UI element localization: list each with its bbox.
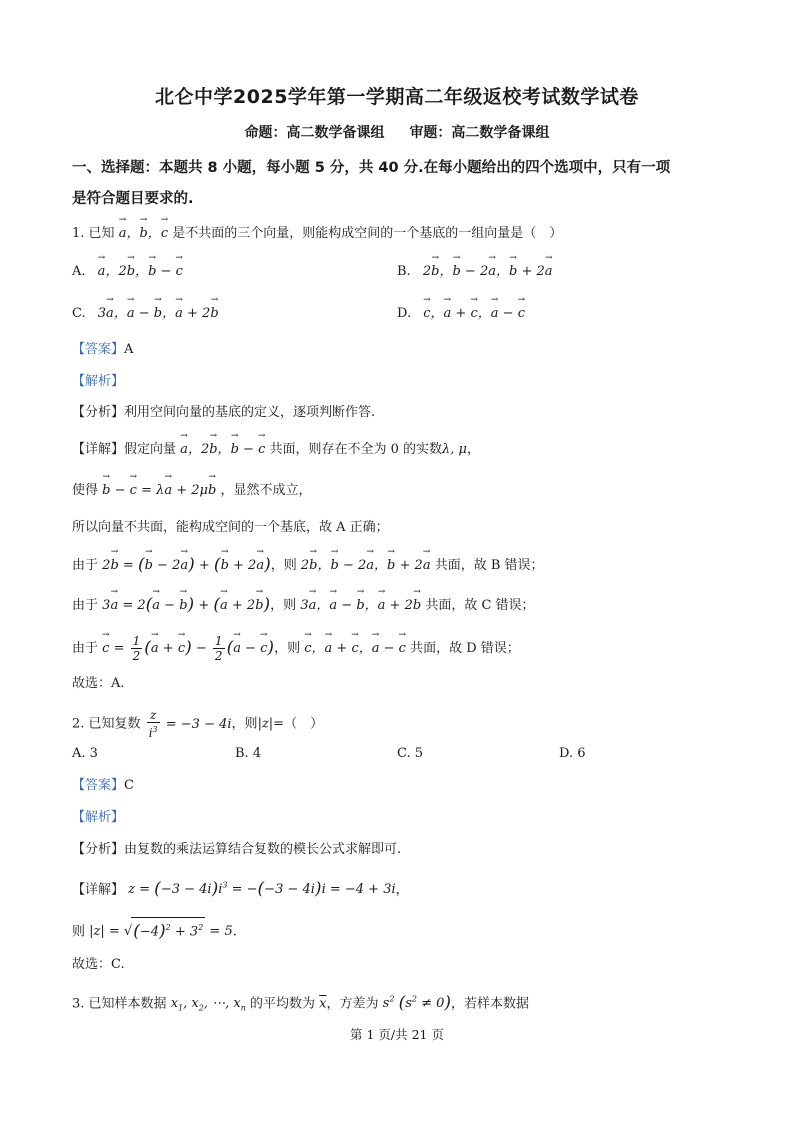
q2-option-a: A. 3: [72, 746, 98, 761]
section-heading-line1: 一、选择题：本题共 8 小题，每小题 5 分，共 40 分.在每小题给出的四个选项中，只有一项: [72, 160, 671, 176]
q2-option-b: B. 4: [235, 746, 262, 761]
q2-fenxi: 【分析】由复数的乘法运算结合复数的模长公式求解即可.: [72, 842, 402, 857]
q1-detail-2: 使得 → b − → c = λ→ a + 2μ→ b ，显然不成立，: [72, 481, 311, 501]
setter-label: 命题：高二数学备课组: [244, 125, 385, 141]
q1-option-d: D. → c，→ a + → c，→ a − → c: [397, 304, 525, 324]
q2-stem: 2. 已知复数 $\frac{z}{i^3}$ = −3 − 4i，则|z|=（ ）: [72, 708, 324, 740]
section-heading-line2: 是符合题目要求的.: [72, 191, 194, 207]
q1-option-b: B. 2→ b，→ b − 2→ a，→ b + 2→ a: [397, 262, 553, 282]
q1-line-a: 所以向量不共面，能构成空间的一个基底，故 A 正确；: [72, 520, 389, 535]
q1-line-b: 由于 2→ b = (→ b − 2→ a) + (→ b + 2→ a)，则 2→ b，→ b − 2→ a，→ b + 2→ a 共面，故 B 错误；: [72, 555, 544, 576]
page-footer: 第 1 页/共 21 页: [350, 1027, 444, 1042]
q3-stem: 3. 已知样本数据 $x_1$, $x_2$, ⋯, $x_n$ 的平均数为 $\overline{x}$，方差为 $s^2$ $(s^2 \ne 0)$，若样本数据: [72, 993, 530, 1014]
q2-answer: 【答案】C: [72, 778, 134, 793]
q2-option-c: C. 5: [397, 746, 424, 761]
section-heading: [72, 153, 732, 215]
q2-conclusion: 故选：C.: [72, 957, 125, 972]
q1-stem: 1. 已知 → a，→ b，→ c 是不共面的三个向量，则能构成空间的一个基底的一组向量是（ ）: [72, 224, 562, 244]
exam-title: 北仑中学2025学年第一学期高二年级返校考试数学试卷: [155, 86, 639, 108]
q2-option-d: D. 6: [559, 746, 586, 761]
q2-detail-2: 则 $|z| = √(-4)^2 + 3^2 = 5$.: [72, 917, 237, 942]
q2-detail-1: 【详解】 $z = (-3 - 4i)i^3 = -(-3 - 4i)i = -4 + 3i$，: [72, 879, 409, 900]
q1-line-d: 由于 → c = $\frac{1}{2}$ (→ a + → c) − $\frac{1}{2}$ (→ a − → c)，则 → c，→ a + → c，→ a − → c 共面，故 D 错误；: [72, 634, 520, 663]
q1-option-c: C. 3→ a，→ a − → b，→ a + 2→ b: [72, 304, 219, 324]
reviewer-label: 审题：高二数学备课组: [409, 125, 550, 141]
q1-answer: 【答案】A: [72, 342, 134, 357]
q1-fenxi: 【分析】利用空间向量的基底的定义，逐项判断作答.: [72, 405, 376, 420]
q2-analysis-tag: 【解析】: [72, 810, 125, 825]
q1-analysis-tag: 【解析】: [72, 374, 125, 389]
q1-option-a: A. → a，2→ b，→ b − → c: [72, 262, 183, 282]
exam-subtitle: [0, 122, 794, 142]
q1-conclusion: 故选：A.: [72, 676, 125, 691]
q1-detail-1: 【详解】假定向量 → a，2→ b，→ b − → c 共面，则存在不全为 0 的实数λ, μ，: [72, 440, 480, 460]
q1-line-c: 由于 3→ a = 2(→ a − → b) + (→ a + 2→ b)，则 3→ a，→ a − → b，→ a + 2→ b 共面，故 C 错误；: [72, 595, 535, 616]
